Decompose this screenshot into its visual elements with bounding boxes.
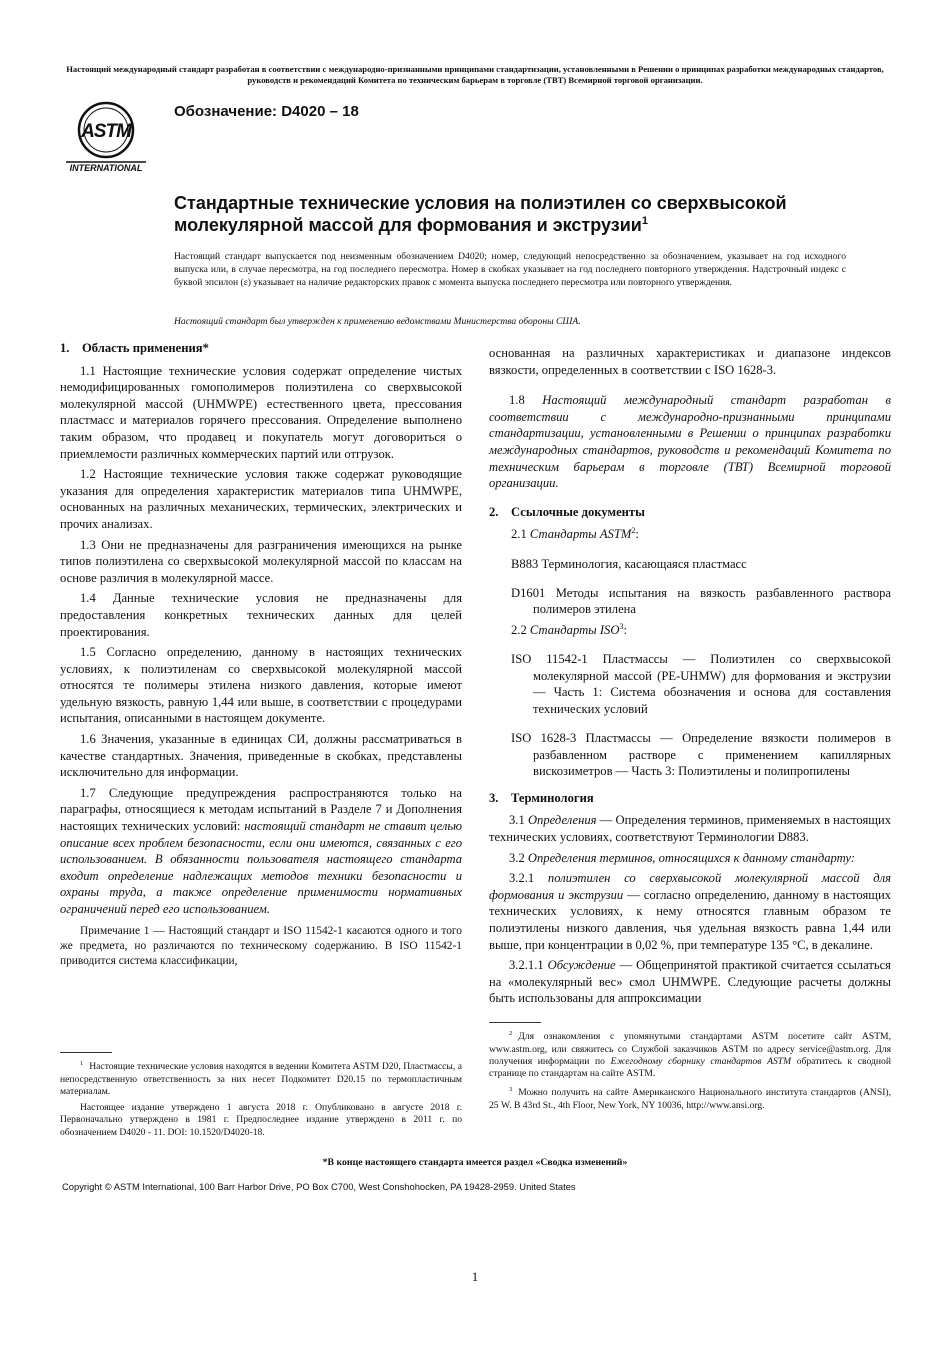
section-2-heading: 2. Ссылочные документы bbox=[489, 504, 645, 519]
page-number: 1 bbox=[471, 1269, 479, 1284]
astm-logo-icon bbox=[66, 100, 148, 172]
document-title: Стандартные технические условия на полиэтилен со сверхвысокой молекулярной массой для формования и экструзии$^1$ bbox=[174, 193, 787, 235]
footnote-3: $^3$ Можно получить на сайте Американского Национального института стандартов (ANSI), 25 W. В 43rd St., 4th Floor, New York, NY 10036, http://www.ansi.org. bbox=[489, 1086, 891, 1111]
footnote-1: $^1$ Настоящие технические условия находятся в ведении Комитета ASTM D20, Пластмассы, а непосредственную ответственность за них несет Подкомитет D20.15 по термопластичным материалам. bbox=[60, 1060, 462, 1097]
note-1: Примечание 1 — Настоящий стандарт и ISO 11542-1 касаются одного и того же предмета, но различаются по техническому содержанию. В ISO 11542-1 приводится система классификации, bbox=[60, 924, 462, 967]
paragraph-1-8: 1.8 Настоящий международный стандарт разработан в соответствии с международно-признанными принципами стандартизации, установленными в Решении о принципах разработки международных стандартов, руководств и рекомендаций Комитета по техническим барьерам в торговле (ТВТ) Всемирной торговой организации. bbox=[489, 393, 891, 491]
reference-iso-11542-1: ISO 11542-1 Пластмассы — Полиэтилен со сверхвысокой молекулярной массой (PE-UHMW) для формования и экструзии — Часть 1: Система обозначения и основа для составления технических условий bbox=[511, 652, 891, 716]
astm-logo bbox=[66, 100, 148, 172]
paragraph-1-5: 1.5 Согласно определению, данному в настоящих технических условиях, к полиэтиленам со сверхвысокой молекулярной массой относятся те полимеры этилена низкого давления, которые имеют удельную вязкость, равную 1,44 или выше, в соответствии с процедурами испытания, описанными в настоящем документе. bbox=[60, 645, 462, 726]
dod-approval-note: Настоящий стандарт был утвержден к применению ведомствами Министерства обороны США. bbox=[174, 316, 581, 327]
copyright-line: Copyright © ASTM International, 100 Barr Harbor Drive, PO Box C700, West Conshohocken, PA 19428-2959. United States bbox=[62, 1181, 576, 1192]
paragraph-1-3: 1.3 Они не предназначены для разграничения имеющихся на рынке типов полиэтилена со сверхвысокой молекулярной массой по классам на основе различия в молекулярной массе. bbox=[60, 537, 462, 585]
subsection-3-2: 3.2 Определения терминов, относящихся к данному стандарту: bbox=[509, 850, 856, 865]
subsection-3-2-1: 3.2.1 полиэтилен со сверхвысокой молекулярной массой для формования и экструзии — согласно определению, данному в настоящих технических условиях, к нему относятся главным образом те полиэтилены низкого давления, чья удельная вязкость равна 1,44 или выше, при концентрации в 0,02 %, при температуре 135 °C, в декалине. bbox=[489, 871, 891, 952]
footnote-2: $^2$ Для ознакомления с упомянутыми стандартами ASTM посетите сайт ASTM, www.astm.org, или свяжитесь со Службой заказчиков ASTM по адресу service@astm.org. Для получения информации по Ежегодному сборнику стандартов ASTM обратитесь к сводной странице по стандартам на сайте ASTM. bbox=[489, 1030, 891, 1080]
svg-text:INTERNATIONAL: INTERNATIONAL bbox=[69, 163, 143, 172]
section-3-heading: 3. Терминология bbox=[489, 790, 594, 805]
footnote-divider-right bbox=[489, 1022, 541, 1023]
reference-iso-1628-3: ISO 1628-3 Пластмассы — Определение вязкости полимеров в разбавленном растворе с применением капиллярных вискозиметров — Часть 3: Полиэтилены и полипропилены bbox=[511, 731, 891, 779]
paragraph-1-4: 1.4 Данные технические условия не предназначены для предоставления конкретных технических данных для целей проектирования. bbox=[60, 591, 462, 639]
left-column bbox=[60, 340, 462, 969]
footnote-divider-left bbox=[60, 1052, 112, 1053]
paragraph-1-6: 1.6 Значения, указанные в единицах СИ, должны рассматриваться в качестве стандартных. Значения, приведенные в скобках, представлены исключительно для информации. bbox=[60, 732, 462, 780]
paragraph-1-2: 1.2 Настоящие технические условия также содержат руководящие указания для определения характеристик материалов типа UHMWPE, основанных на различных механических, термических, электрических и прочих анализах. bbox=[60, 467, 462, 531]
header-notice: Настоящий международный стандарт разработан в соответствии с международно-признанными принципами стандартизации, установленными в Решении о принципах разработки международных стандартов, руководств и рекомендаций Комитета по техническим барьерам в торговле (ТВТ) Всемирной торговой организации. bbox=[66, 64, 884, 85]
reference-d1601: D1601 Методы испытания на вязкость разбавленного раствора полимеров этилена bbox=[511, 585, 891, 617]
section-1-heading: 1. Область применения* bbox=[60, 341, 209, 355]
footnote-1-edition: Настоящее издание утверждено 1 августа 2018 г. Опубликовано в августе 2018 г. Первоначально утверждено в 1981 г. Предпоследнее издание утверждено в 2011 г. по обозначением D4020 - 11. DOI: 10.1520/D4020-18. bbox=[60, 1102, 462, 1138]
subsection-3-2-1-1: 3.2.1.1 Обсуждение — Общепринятой практикой считается ссылаться на «молекулярный вес» смол UHMWPE. Следующие расчеты должны быть использованы для аппроксимации bbox=[489, 958, 891, 1006]
note-1-continued: основанная на различных характеристиках и диапазоне индексов вязкости, определенных в соответствии с ISO 1628-3. bbox=[489, 346, 891, 377]
reference-b883: B883 Терминология, касающаяся пластмасс bbox=[511, 556, 747, 571]
right-column bbox=[489, 345, 891, 1011]
summary-of-changes-note: *В конце настоящего стандарта имеется раздел «Сводка изменений» bbox=[322, 1157, 628, 1168]
subsection-3-1: 3.1 Определения — Определения терминов, применяемых в настоящих технических условиях, соответствуют Терминологии D883. bbox=[489, 813, 891, 845]
paragraph-1-1: 1.1 Настоящие технические условия содержат определение чистых немодифицированных гомополимеров полиэтилена со сверхвысокой молекулярной массой (UHMWPE) естественного цвета, прессования пластмасс и материалов горячего прессования. Определение выполнено таким образом, что продавец и покупатель могут договориться о приемлемости различных коммерческих партий или отгрузок. bbox=[60, 363, 462, 461]
subsection-2-1: 2.1 Стандарты ASTM$^2$: bbox=[511, 526, 639, 542]
svg-text:ASTM: ASTM bbox=[81, 121, 131, 142]
subsection-2-2: 2.2 Стандарты ISO$^3$: bbox=[511, 621, 627, 637]
paragraph-1-7: 1.7 Следующие предупреждения распространяются только на параграфы, относящиеся к методам испытаний в Разделе 7 и Дополнения настоящих технических условий: настоящий стандарт не ставит целью описание всех проблем безопасности, если они имеются, связанных с его использованием. В обязанности пользователя настоящего стандарта входит определение надлежащих методов техники безопасности и охраны труда, а также определение применимости нормативных ограничений перед его использованием. bbox=[60, 785, 462, 916]
intro-paragraph: Настоящий стандарт выпускается под неизменным обозначением D4020; номер, следующий непосредственно за обозначением, указывает на год исходного выпуска или, в случае пересмотра, на год последнего пересмотра. Номер в скобках указывает на год последнего повторного утверждения. Надстрочный индекс с буквой эпсилон (ε) указывает на наличие редакторских правок с момента выпуска последнего пересмотра или повторного утверждения. bbox=[174, 251, 846, 289]
designation: Обозначение: D4020 – 18 bbox=[174, 103, 359, 120]
